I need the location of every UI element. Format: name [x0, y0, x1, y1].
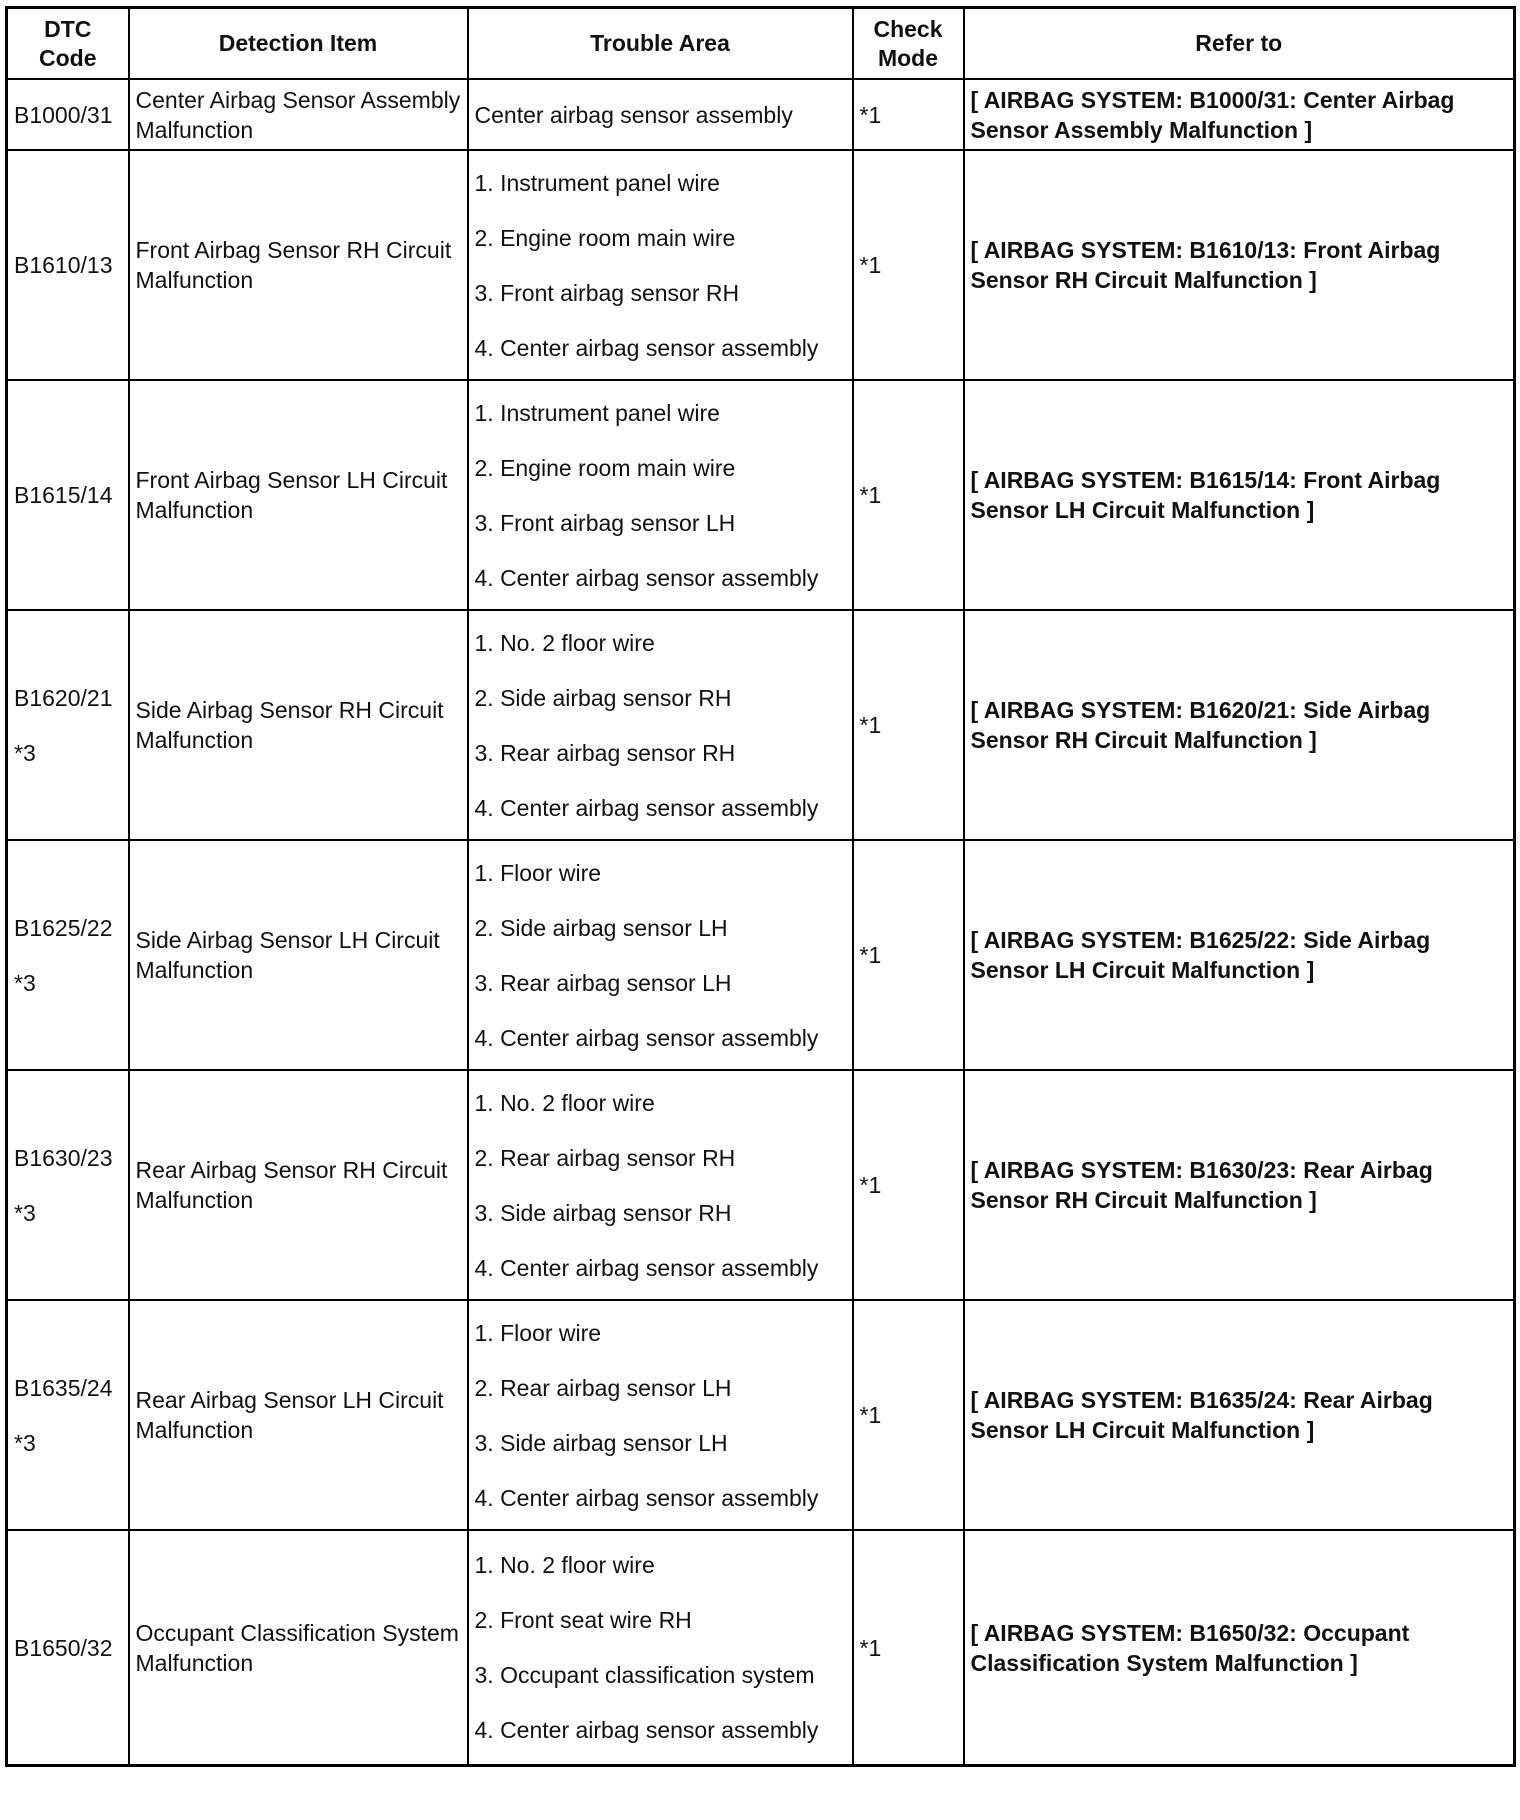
dtc-table — [5, 6, 1516, 1767]
trouble-area-item: 1. Floor wire — [474, 1319, 602, 1346]
dtc-footnote-marker: *3 — [14, 1429, 36, 1456]
refer-to-cell — [964, 1070, 1515, 1300]
trouble-area-item: 4. Center airbag sensor assembly — [474, 1484, 819, 1511]
dtc-footnote-marker: *3 — [14, 969, 36, 996]
dtc-code: B1615/14 — [14, 482, 113, 508]
trouble-area-item: Center airbag sensor assembly — [474, 101, 793, 128]
trouble-area-cell — [468, 840, 853, 1070]
table-row — [7, 150, 1515, 380]
trouble-area-item: 1. Floor wire — [474, 859, 602, 886]
trouble-area-item: 2. Side airbag sensor LH — [474, 914, 728, 941]
detection-item-cell: Front Airbag Sensor LH Circuit Malfunction — [129, 380, 468, 610]
trouble-area-cell — [468, 610, 853, 840]
refer-to-link[interactable]: [ AIRBAG SYSTEM: B1615/14: Front Airbag Sensor LH Circuit Malfunction ] — [970, 467, 1441, 523]
detection-item-cell: Rear Airbag Sensor RH Circuit Malfunction — [129, 1070, 468, 1300]
dtc-code-cell — [7, 610, 129, 840]
trouble-area-item: 2. Rear airbag sensor LH — [474, 1374, 732, 1401]
refer-to-link[interactable]: [ AIRBAG SYSTEM: B1610/13: Front Airbag Sensor RH Circuit Malfunction ] — [970, 237, 1441, 293]
header-check-mode-line1: Check — [873, 15, 943, 42]
dtc-code-cell — [7, 1070, 129, 1300]
dtc-code: B1650/32 — [14, 1634, 113, 1661]
table-row — [7, 1070, 1515, 1300]
dtc-code-cell — [7, 79, 129, 150]
trouble-area-cell — [468, 79, 853, 150]
check-mode-cell: *1 — [853, 79, 964, 150]
check-mode-cell: *1 — [853, 150, 964, 380]
detection-item-cell: Rear Airbag Sensor LH Circuit Malfunction — [129, 1300, 468, 1530]
header-check-mode — [853, 8, 964, 80]
refer-to-cell — [964, 79, 1515, 150]
check-mode-cell: *1 — [853, 840, 964, 1070]
trouble-area-cell — [468, 1530, 853, 1766]
table-row — [7, 1300, 1515, 1530]
trouble-area-item: 4. Center airbag sensor assembly — [474, 1024, 819, 1051]
trouble-area-item: 4. Center airbag sensor assembly — [474, 1717, 819, 1743]
detection-item-cell: Front Airbag Sensor RH Circuit Malfunction — [129, 150, 468, 380]
trouble-area-cell — [468, 380, 853, 610]
trouble-area-cell — [468, 1300, 853, 1530]
trouble-area-item: 3. Front airbag sensor RH — [474, 279, 740, 306]
dtc-code-cell — [7, 840, 129, 1070]
header-trouble-area: Trouble Area — [468, 8, 853, 80]
check-mode-cell: *1 — [853, 1530, 964, 1766]
trouble-area-item: 3. Front airbag sensor LH — [474, 509, 736, 536]
header-dtc-code — [7, 8, 129, 80]
refer-to-cell — [964, 610, 1515, 840]
table-row — [7, 610, 1515, 840]
dtc-code: B1610/13 — [14, 252, 113, 278]
detection-item-cell: Occupant Classification System Malfunction — [129, 1530, 468, 1766]
check-mode-cell: *1 — [853, 1300, 964, 1530]
refer-to-link[interactable]: [ AIRBAG SYSTEM: B1650/32: Occupant Classification System Malfunction ] — [970, 1619, 1410, 1676]
trouble-area-item: 1. No. 2 floor wire — [474, 1552, 655, 1578]
header-dtc-code-line1: DTC — [44, 15, 92, 42]
check-mode-cell: *1 — [853, 610, 964, 840]
refer-to-link[interactable]: [ AIRBAG SYSTEM: B1620/21: Side Airbag Sensor RH Circuit Malfunction ] — [970, 697, 1431, 753]
dtc-table-container — [5, 6, 1516, 1767]
trouble-area-item: 2. Engine room main wire — [474, 224, 736, 251]
detection-item-cell: Side Airbag Sensor RH Circuit Malfunction — [129, 610, 468, 840]
trouble-area-cell — [468, 150, 853, 380]
table-row — [7, 79, 1515, 150]
trouble-area-item: 4. Center airbag sensor assembly — [474, 1254, 819, 1281]
refer-to-link[interactable]: [ AIRBAG SYSTEM: B1635/24: Rear Airbag Sensor LH Circuit Malfunction ] — [970, 1387, 1433, 1443]
trouble-area-item: 3. Rear airbag sensor RH — [474, 739, 736, 766]
dtc-code-cell — [7, 1530, 129, 1766]
refer-to-cell — [964, 1530, 1515, 1766]
trouble-area-item: 3. Occupant classification system — [474, 1662, 815, 1688]
trouble-area-item: 2. Side airbag sensor RH — [474, 684, 732, 711]
refer-to-cell — [964, 1300, 1515, 1530]
dtc-footnote-marker: *3 — [14, 1199, 36, 1226]
dtc-code: B1620/21 — [14, 684, 113, 711]
detection-item-cell: Center Airbag Sensor Assembly Malfunction — [129, 79, 468, 150]
refer-to-link[interactable]: [ AIRBAG SYSTEM: B1625/22: Side Airbag Sensor LH Circuit Malfunction ] — [970, 927, 1431, 983]
header-refer-to: Refer to — [964, 8, 1515, 80]
dtc-code: B1630/23 — [14, 1144, 113, 1171]
trouble-area-item: 4. Center airbag sensor assembly — [474, 334, 819, 361]
refer-to-cell — [964, 150, 1515, 380]
dtc-code: B1000/31 — [14, 101, 113, 128]
refer-to-link[interactable]: [ AIRBAG SYSTEM: B1000/31: Center Airbag Sensor Assembly Malfunction ] — [970, 86, 1455, 143]
dtc-code-cell — [7, 150, 129, 380]
trouble-area-item: 3. Rear airbag sensor LH — [474, 969, 732, 996]
table-row — [7, 380, 1515, 610]
trouble-area-cell — [468, 1070, 853, 1300]
trouble-area-item: 1. No. 2 floor wire — [474, 1089, 655, 1116]
table-body — [7, 79, 1515, 1766]
check-mode-cell: *1 — [853, 1070, 964, 1300]
table-row — [7, 1530, 1515, 1766]
trouble-area-item: 2. Front seat wire RH — [474, 1607, 692, 1633]
dtc-footnote-marker: *3 — [14, 739, 36, 766]
dtc-code: B1635/24 — [14, 1374, 113, 1401]
trouble-area-item: 1. No. 2 floor wire — [474, 629, 655, 656]
header-check-mode-line2: Mode — [877, 44, 939, 71]
detection-item-cell: Side Airbag Sensor LH Circuit Malfunction — [129, 840, 468, 1070]
dtc-code: B1625/22 — [14, 914, 113, 941]
trouble-area-item: 2. Engine room main wire — [474, 454, 736, 481]
trouble-area-item: 1. Instrument panel wire — [474, 399, 720, 426]
dtc-code-cell — [7, 380, 129, 610]
trouble-area-item: 1. Instrument panel wire — [474, 169, 720, 196]
refer-to-link[interactable]: [ AIRBAG SYSTEM: B1630/23: Rear Airbag Sensor RH Circuit Malfunction ] — [970, 1157, 1433, 1213]
header-detection-item: Detection Item — [129, 8, 468, 80]
refer-to-cell — [964, 380, 1515, 610]
table-row — [7, 840, 1515, 1070]
table-header-row — [7, 8, 1515, 80]
trouble-area-item: 2. Rear airbag sensor RH — [474, 1144, 736, 1171]
refer-to-cell — [964, 840, 1515, 1070]
trouble-area-item: 4. Center airbag sensor assembly — [474, 794, 819, 821]
dtc-code-cell — [7, 1300, 129, 1530]
trouble-area-item: 4. Center airbag sensor assembly — [474, 564, 819, 591]
trouble-area-item: 3. Side airbag sensor RH — [474, 1199, 732, 1226]
header-dtc-code-line2: Code — [39, 44, 97, 71]
trouble-area-item: 3. Side airbag sensor LH — [474, 1429, 728, 1456]
check-mode-cell: *1 — [853, 380, 964, 610]
